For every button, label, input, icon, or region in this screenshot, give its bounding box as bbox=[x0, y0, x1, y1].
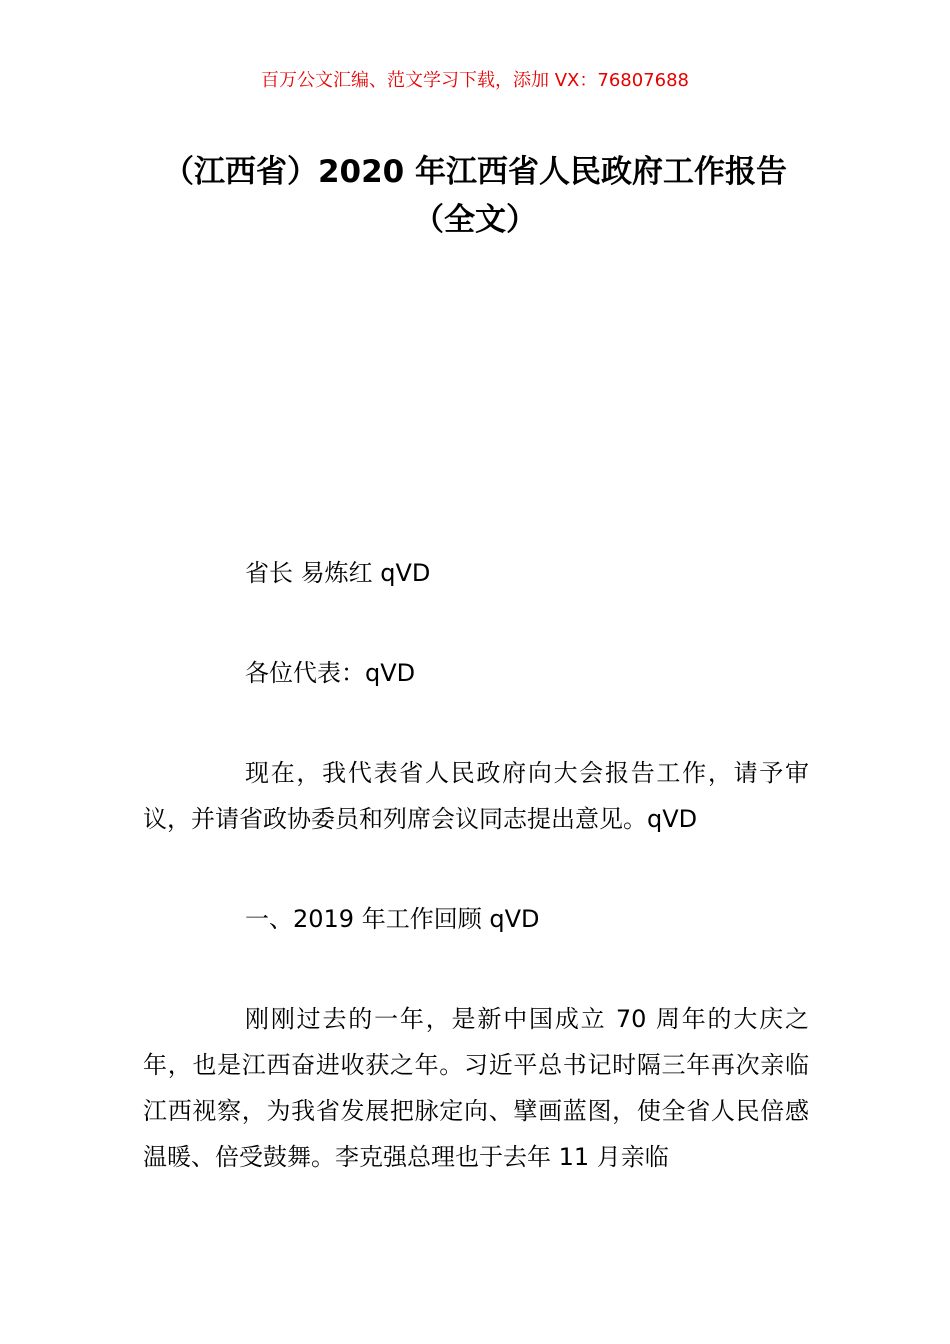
document-title: （江西省）2020 年江西省人民政府工作报告（全文） bbox=[162, 154, 788, 238]
body-paragraph: 刚刚过去的一年，是新中国成立 70 周年的大庆之年，也是江西奋进收获之年。习近平总书记时隔三年再次亲临江西视察，为我省发展把脉定向、擘画蓝图，使全省人民倍感温暖、倍受鼓舞。李克强总理也于去年 11 月亲临 bbox=[143, 1005, 809, 1171]
header-watermark-note: 百万公文汇编、范文学习下载，添加 VX：76807688 bbox=[261, 70, 689, 91]
governor-line: 省长 易炼红 qVD bbox=[245, 559, 431, 587]
section-heading: 一、2019 年工作回顾 qVD bbox=[245, 905, 540, 933]
greeting-line: 各位代表：qVD bbox=[245, 659, 416, 687]
intro-paragraph: 现在，我代表省人民政府向大会报告工作，请予审议，并请省政协委员和列席会议同志提出意见。qVD bbox=[143, 759, 809, 833]
